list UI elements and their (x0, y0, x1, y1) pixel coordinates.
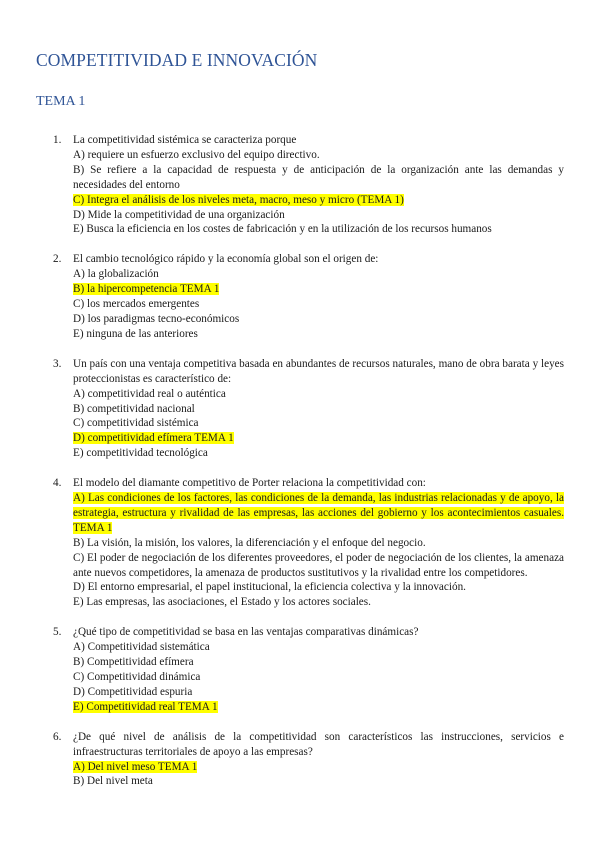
answer-option (73, 208, 564, 223)
answer-option (73, 774, 564, 789)
question-stem: El cambio tecnológico rápido y la economía global son el origen de: (73, 253, 379, 266)
answer-option-text: C) El poder de negociación de los diferentes proveedores, el poder de negociación de los clientes, la amenaza ante nuevos competidores, la amenaza de productos sustitutivos y la rivalidad entre los competidores. (73, 551, 564, 579)
answer-option-text: D) El entorno empresarial, el papel institucional, la eficiencia colectiva y la innovación. (73, 581, 466, 594)
section-title: TEMA 1 (36, 94, 86, 109)
question-stem: La competitividad sistémica se caracteriza porque (73, 134, 297, 146)
answer-option-text: A) requiere un esfuerzo exclusivo del equipo directivo. (73, 148, 320, 161)
question-stem: ¿De qué nivel de análisis de la competitividad son característicos las instrucciones, servicios e infraestructuras territoriales de apoyo a las empresas? (73, 730, 564, 758)
question-list (53, 133, 564, 804)
answer-option (73, 312, 564, 327)
answer-option-text: D) Competitividad espuria (73, 685, 193, 698)
question-item (53, 252, 564, 341)
answer-option-text: B) competitividad nacional (73, 402, 195, 415)
answer-option (73, 595, 564, 610)
answer-option-text: C) los mercados emergentes (73, 298, 200, 311)
answer-option-highlighted (73, 282, 564, 297)
question-item (53, 730, 564, 790)
answer-option (73, 685, 564, 700)
question-number: 4. (53, 477, 62, 490)
question-item (53, 133, 564, 237)
answer-option-text: A) Las condiciones de los factores, las condiciones de la demanda, las industrias relacionadas y de apoyo, la estrategia, estructura y rivalidad de las empresas, las acciones del gobierno y los acontecimientos casuales. TEMA 1 (73, 492, 564, 534)
answer-option-text: D) competitividad efímera TEMA 1 (73, 432, 234, 445)
answer-option-text: C) Competitividad dinámica (73, 671, 201, 683)
answer-option (73, 655, 564, 670)
answer-option-text: B) Del nivel meta (73, 775, 153, 788)
answer-option-text: B) Se refiere a la capacidad de respuesta y de anticipación de la organización ante las demandas y necesidades del entorno (73, 163, 564, 191)
answer-option-text: E) Las empresas, las asociaciones, el Estado y los actores sociales. (73, 596, 371, 609)
answer-option (73, 163, 564, 193)
answer-option-text: B) la hipercompetencia TEMA 1 (73, 283, 220, 296)
answer-option (73, 536, 564, 551)
answer-option-text: C) competitividad sistémica (73, 417, 199, 430)
document-title: COMPETITIVIDAD E INNOVACIÓN (36, 50, 318, 70)
question-item (53, 476, 564, 610)
question-stem: ¿Qué tipo de competitividad se basa en las ventajas comparativas dinámicas? (73, 626, 419, 639)
question-number: 6. (53, 730, 62, 743)
question-stem: El modelo del diamante competitivo de Porter relaciona la competitividad con: (73, 477, 426, 490)
answer-option-text: B) Competitividad efímera (73, 656, 194, 669)
answer-option-highlighted (73, 700, 564, 715)
answer-option-text: D) Mide la competitividad de una organización (73, 208, 285, 221)
answer-option (73, 297, 564, 312)
answer-option (73, 148, 564, 163)
answer-option-text: E) ninguna de las anteriores (73, 327, 198, 340)
answer-option-text: E) Busca la eficiencia en los costes de fabricación y en la utilización de los recursos humanos (73, 223, 492, 236)
answer-option (73, 580, 564, 595)
answer-option (73, 402, 564, 417)
answer-option-highlighted (73, 491, 564, 536)
answer-option (73, 222, 564, 237)
answer-option (73, 551, 564, 581)
answer-option (73, 387, 564, 402)
answer-option (73, 640, 564, 655)
question-number: 5. (53, 626, 62, 639)
answer-option (73, 327, 564, 342)
answer-option-highlighted (73, 760, 564, 775)
answer-option-text: C) Integra el análisis de los niveles meta, macro, meso y micro (TEMA 1) (73, 193, 404, 206)
answer-option (73, 416, 564, 431)
question-number: 1. (53, 134, 62, 146)
answer-option-text: D) los paradigmas tecno-económicos (73, 312, 240, 325)
answer-option-text: A) competitividad real o auténtica (73, 387, 226, 400)
answer-option (73, 670, 564, 685)
answer-option (73, 446, 564, 461)
question-item (53, 357, 564, 461)
answer-option-text: B) La visión, la misión, los valores, la diferenciación y el enfoque del negocio. (73, 536, 426, 549)
answer-option-text: E) Competitividad real TEMA 1 (73, 700, 218, 713)
answer-option-text: A) la globalización (73, 268, 159, 281)
question-number: 3. (53, 357, 62, 370)
question-stem: Un país con una ventaja competitiva basada en abundantes de recursos naturales, mano de obra barata y leyes proteccionistas es característico de: (73, 357, 564, 385)
answer-option-text: E) competitividad tecnológica (73, 447, 208, 460)
answer-option-highlighted (73, 431, 564, 446)
answer-option-text: A) Competitividad sistemática (73, 641, 210, 654)
question-item (53, 625, 564, 714)
answer-option-text: A) Del nivel meso TEMA 1 (73, 760, 198, 773)
answer-option-highlighted (73, 193, 564, 208)
answer-option (73, 267, 564, 282)
question-number: 2. (53, 253, 62, 266)
